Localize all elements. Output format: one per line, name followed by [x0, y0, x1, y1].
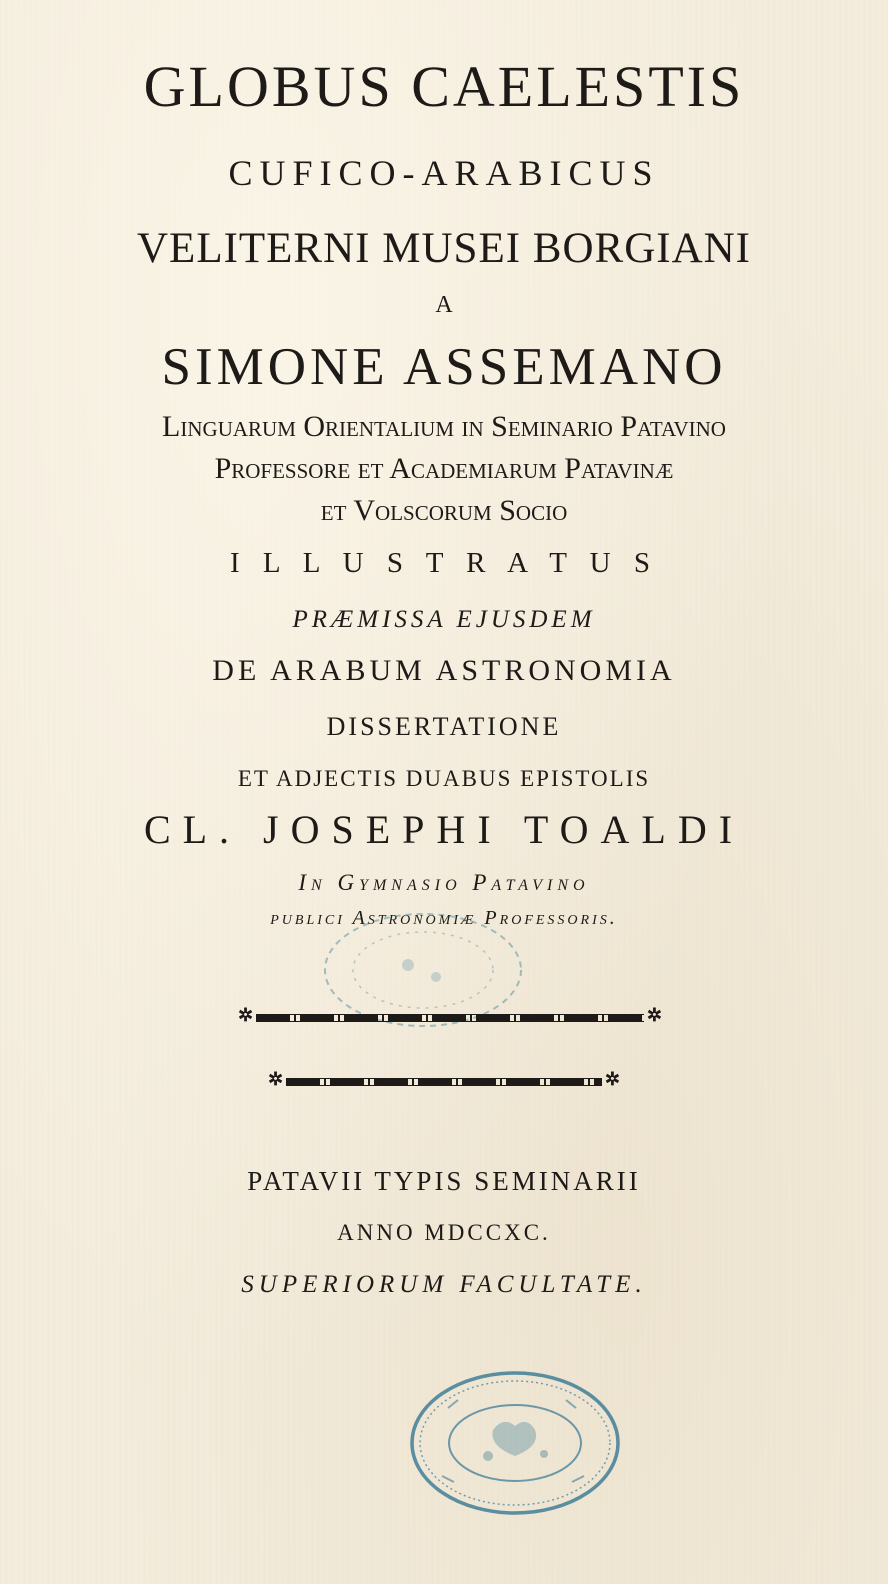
book-title: GLOBUS CAELESTIS: [143, 54, 745, 119]
ornament-left-icon: ✲: [268, 1069, 284, 1089]
gymnasio-line: In Gymnasio Patavino: [298, 870, 590, 895]
illustratus: I L L U S T R A T U S: [230, 547, 658, 579]
toaldi-line: CL. JOSEPHI TOALDI: [143, 807, 745, 852]
dissertatione-line: DISSERTATIONE: [326, 712, 562, 741]
et-adjectis-line: ET ADJECTIS DUABUS EPISTOLIS: [237, 766, 651, 791]
de-arabum-line: DE ARABUM ASTRONOMIA: [212, 654, 676, 687]
publici-line: publici Astronomiæ Professoris.: [270, 907, 618, 929]
book-subtitle: CUFICO-ARABICUS: [228, 153, 660, 193]
author-name: SIMONE ASSEMANO: [161, 338, 727, 396]
ornament-right-icon: ✲: [646, 1005, 662, 1025]
ornament-right-icon: ✲: [604, 1069, 620, 1089]
superiorum-line: SUPERIORUM FACULTATE.: [241, 1271, 647, 1298]
author-role-line-1: Linguarum Orientalium in Seminario Patavino: [162, 410, 726, 443]
praemissa-line: PRÆMISSA EJUSDEM: [292, 606, 596, 633]
library-stamp: [408, 1368, 622, 1518]
author-role-line-2: Professore et Academiarum Patavinæ: [214, 452, 674, 485]
ornamental-rule-2: [268, 1069, 620, 1089]
anno-line: ANNO MDCCXC.: [337, 1220, 551, 1245]
museum-name: VELITERNI MUSEI BORGIANI: [137, 225, 751, 272]
author-role-line-3: et Volscorum Socio: [320, 494, 568, 527]
imprint-line: PATAVII TYPIS SEMINARII: [247, 1166, 641, 1196]
preposition: A: [435, 292, 453, 318]
ornamental-rule-1: [238, 1005, 662, 1025]
ornament-left-icon: ✲: [238, 1005, 254, 1025]
